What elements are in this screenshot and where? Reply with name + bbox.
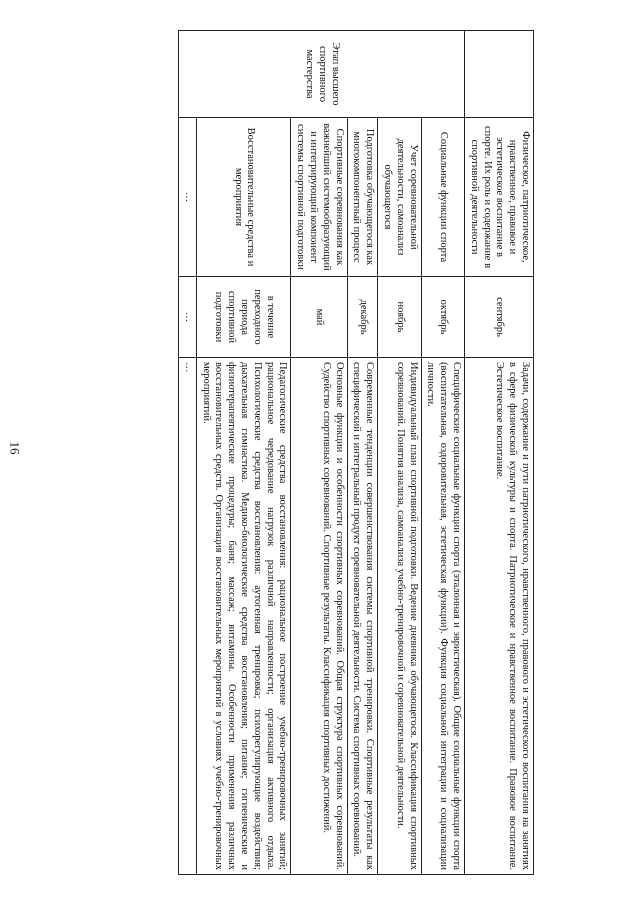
topic-cell: Подготовка обучающегося как многокомпонентный процесс bbox=[347, 118, 378, 277]
topic-cell: Восстановительные средства и мероприятия bbox=[196, 118, 291, 277]
content-cell: Индивидуальный план спортивной подготовки. Ведение дневника обучающегося. Классификация спортивных соревнований. Понятия анализа, самоанализа учебно-тренировочной и соревновательной деятельности. bbox=[378, 358, 421, 875]
content-cell: Специфические социальные функции спорта (эталонная и эвристическая). Общие социальные функции спорта (воспитательная, оздоровительная, эстетическая функции). Функция социальной интеграции и социализации личности. bbox=[421, 358, 464, 875]
content-cell: … bbox=[179, 358, 197, 875]
period-cell: в течение переходного периода спортивной подготовки bbox=[196, 277, 291, 358]
topic-cell: Физическое, патриотическое, нравственное, правовое и эстетическое воспитание в спорте. Их роль и содержание в спортивной деятельности bbox=[465, 118, 534, 277]
table-row bbox=[421, 31, 464, 875]
table-row bbox=[291, 31, 347, 875]
period-cell: ноябрь bbox=[378, 277, 421, 358]
content-cell: Современные тенденции совершенствования системы спортивной тренировки. Спортивные результаты как специфический и интегральный продукт соревновательной деятельности. Система спортивных соревнований. bbox=[347, 358, 378, 875]
content-cell: Основные функции и особенности спортивных соревнований. Общая структура спортивных соревнований. Судейство спортивных соревнований. Спортивные результаты. Классификация спортивных достижений. bbox=[291, 358, 347, 875]
topic-cell: Спортивные соревнования как важнейший системообразующий и интегрирующий компонент системы спортивной подготовки bbox=[291, 118, 347, 277]
content-cell: Задачи, содержание и пути патриотического, нравственного, правового и эстетического воспитания на занятиях в сфере физической культуры и спорта. Патриотическое и нравственное воспитание. Правовое воспитание. Эстетическое воспитание. bbox=[465, 358, 534, 875]
topic-cell: Учет соревновательной деятельности, самоанализ обучающегося bbox=[378, 118, 421, 277]
period-cell: май bbox=[291, 277, 347, 358]
stage-cell-top bbox=[465, 31, 534, 118]
stage-cell: Этап высшего спортивного мастерства bbox=[179, 31, 465, 118]
program-table bbox=[178, 30, 534, 875]
period-cell: … bbox=[179, 277, 197, 358]
rotated-table-container bbox=[104, 30, 534, 875]
period-cell: октябрь bbox=[421, 277, 464, 358]
page-number: 16 bbox=[7, 441, 23, 455]
content-cell: Педагогические средства восстановления: рациональное построение учебно-тренировочных занятий; рациональное чередование нагрузок различной направленности; организация активного отдыха. Психологические средства восстановления: аутогенная тренировка; психорегулирующие воздействия; дыхательная гимнастика. Медико-биологические средства восстановления; питание; гигиенические и физиотерапевтические процедуры; баня; массаж; витамины. Особенности применения различных восстановительных средств. Организация восстановительных мероприятий в условиях учебно-тренировочных мероприятий. bbox=[196, 358, 291, 875]
table-row bbox=[465, 31, 534, 875]
table-row bbox=[347, 31, 378, 875]
topic-cell: Социальные функции спорта bbox=[421, 118, 464, 277]
table-row bbox=[378, 31, 421, 875]
table-row bbox=[179, 31, 197, 875]
table-row bbox=[196, 31, 291, 875]
period-cell: сентябрь bbox=[465, 277, 534, 358]
period-cell: декабрь bbox=[347, 277, 378, 358]
topic-cell: … bbox=[179, 118, 197, 277]
